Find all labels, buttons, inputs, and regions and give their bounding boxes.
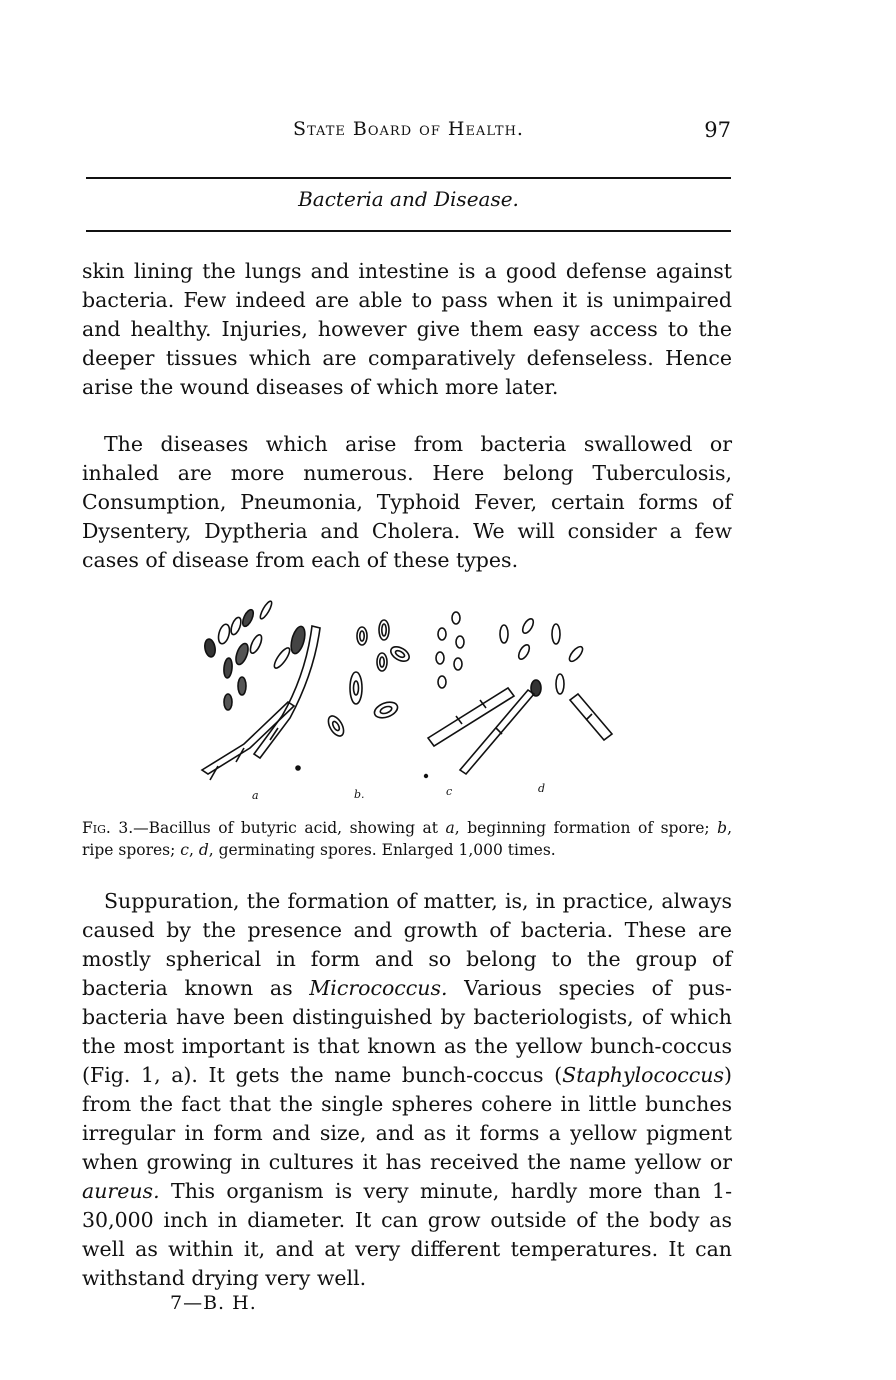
running-head <box>86 116 731 146</box>
paragraph-2 <box>82 430 732 575</box>
p3-italic-aureus: aureus. <box>82 1179 160 1203</box>
group-d-germinating <box>460 617 612 774</box>
figure-label-d: d <box>538 782 546 795</box>
running-title: State Board of Health. <box>293 118 524 140</box>
figure-label-a: a <box>252 789 259 802</box>
p3-italic-staphylococcus: Staphylococcus <box>562 1063 724 1087</box>
caption-text-1: —Bacillus of butyric acid, showing at <box>133 819 446 837</box>
caption-italic-b: b <box>717 819 728 837</box>
figure-label-b: b. <box>354 788 365 801</box>
bacillus-drawing <box>190 598 630 813</box>
figure-label-c: c <box>446 785 453 798</box>
paragraph-3-text <box>82 887 732 1293</box>
p3-text-g: This organism is very minute, hardly more than 1-30,000 inch in diameter. It can grow outside of the body as well as within it, and at very different temperatures. It can withstand drying very well. <box>82 1179 732 1290</box>
figure-caption <box>82 817 732 861</box>
caption-italic-d: d <box>198 841 209 859</box>
page-number: 97 <box>704 118 731 142</box>
header-rule-bottom <box>86 230 731 232</box>
group-b-spores <box>325 620 411 739</box>
section-title: Bacteria and Disease. <box>298 187 519 211</box>
p3-text-c: Various species of pus-bacteria have been distinguished by bacteriologists, of which the most important is that known as the yellow bunch-coccus (Fig. 1, a). It gets the name bunch-coccus ( <box>82 976 732 1087</box>
group-a-cells <box>202 600 320 780</box>
caption-italic-c: c <box>180 841 189 859</box>
caption-fig-label: Fig. 3. <box>82 819 134 837</box>
p3-text-a: Suppuration, the formation of matter, is, in practice, always caused by the presence and growth of bacteria. These are mostly spherical in form and so belong to the group of bacteria known as <box>82 889 732 1000</box>
figure-3-illustration <box>190 598 630 813</box>
header-rule-top <box>86 177 731 179</box>
caption-text-3: , ripe spores; <box>82 819 732 859</box>
caption-text-5: , germinating spores. Enlarged 1,000 times. <box>208 841 556 859</box>
paragraph-2-text: The diseases which arise from bacteria swallowed or inhaled are more numerous. Here belong Tuberculosis, Consumption, Pneumonia, Typhoid Fever, certain forms of Dysentery, Dyptheria and Cholera. We will consider a few cases of disease from each of these types. <box>82 432 732 572</box>
paragraph-3 <box>82 887 732 1293</box>
signature-mark: 7—B. H. <box>170 1292 257 1314</box>
caption-text-4: , <box>188 841 199 859</box>
paragraph-1 <box>82 257 732 402</box>
p3-italic-micrococcus: Micrococcus. <box>309 976 448 1000</box>
caption-text-2: , beginning formation of spore; <box>454 819 718 837</box>
p3-text-e: ) from the fact that the single spheres cohere in little bunches irregular in form and size, and as it forms a yellow pigment when growing in cultures it has received the name yellow or <box>82 1063 732 1174</box>
caption-italic-a: a <box>445 819 455 837</box>
paragraph-1-text: skin lining the lungs and intestine is a good defense against bacteria. Few indeed are able to pass when it is unimpaired and healthy. Injuries, however give them easy access to the deeper tissues which are comparatively defenseless. Hence arise the wound diseases of which more later. <box>82 259 732 399</box>
